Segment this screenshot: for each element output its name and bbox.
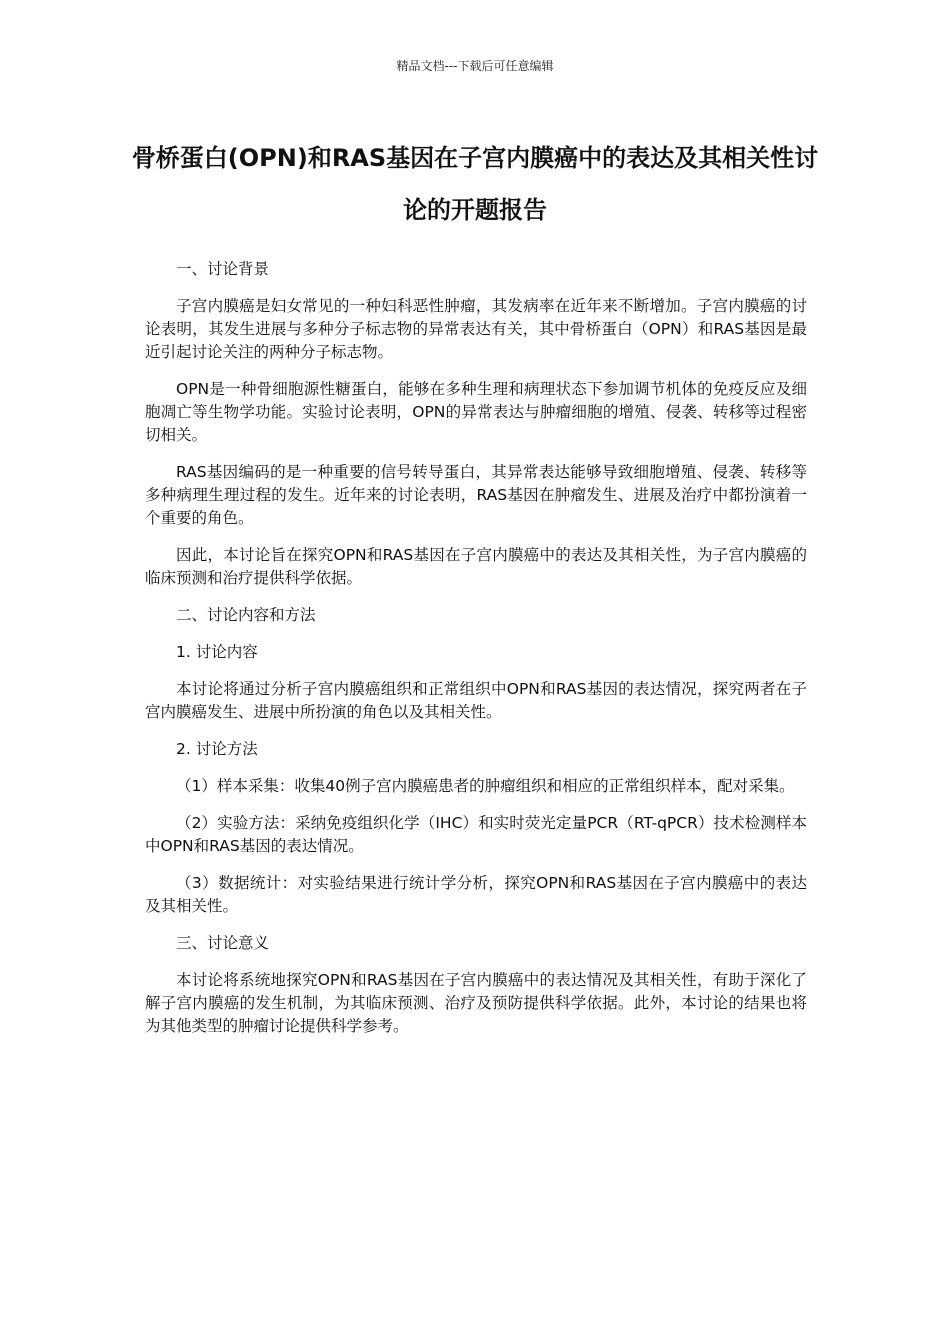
subheading-content: 1. 讨论内容 [176,643,258,661]
document-title: 骨桥蛋白(OPN)和RAS基因在子宫内膜癌中的表达及其相关性讨论的开题报告 [131,144,819,224]
paragraph: 本讨论将系统地探究OPN和RAS基因在子宫内膜癌中的表达情况及其相关性，有助于深化了解子宫内膜癌的发生机制，为其临床预测、治疗及预防提供科学依据。此外，本讨论的结果也将为其他类型的肿瘤讨论提供科学参考。 [145,971,807,1035]
paragraph: 因此，本讨论旨在探究OPN和RAS基因在子宫内膜癌中的表达及其相关性，为子宫内膜癌的临床预测和治疗提供科学依据。 [145,546,807,587]
section-heading-background: 一、讨论背景 [176,260,270,278]
document-body [145,258,807,1052]
section-heading-significance: 三、讨论意义 [176,934,270,952]
paragraph: OPN是一种骨细胞源性糖蛋白，能够在多种生理和病理状态下参加调节机体的免疫反应及细胞凋亡等生物学功能。实验讨论表明，OPN的异常表达与肿瘤细胞的增殖、侵袭、转移等过程密切相关。 [145,380,807,444]
paragraph: （3）数据统计：对实验结果进行统计学分析，探究OPN和RAS基因在子宫内膜癌中的表达及其相关性。 [145,874,807,915]
paragraph: RAS基因编码的是一种重要的信号转导蛋白，其异常表达能够导致细胞增殖、侵袭、转移等多种病理生理过程的发生。近年来的讨论表明，RAS基因在肿瘤发生、进展及治疗中都扮演着一个重要的角色。 [145,463,807,527]
section-heading-content-methods: 二、讨论内容和方法 [176,606,316,624]
page-header: 精品文档---下载后可任意编辑 [396,59,554,73]
paragraph: （2）实验方法：采纳免疫组织化学（IHC）和实时荧光定量PCR（RT-qPCR）技术检测样本中OPN和RAS基因的表达情况。 [145,814,807,855]
subheading-methods: 2. 讨论方法 [176,740,258,758]
paragraph: （1）样本采集：收集40例子宫内膜癌患者的肿瘤组织和相应的正常组织样本，配对采集。 [176,777,795,795]
paragraph: 子宫内膜癌是妇女常见的一种妇科恶性肿瘤，其发病率在近年来不断增加。子宫内膜癌的讨论表明，其发生进展与多种分子标志物的异常表达有关，其中骨桥蛋白（OPN）和RAS基因是最近引起讨论关注的两种分子标志物。 [145,297,807,361]
paragraph: 本讨论将通过分析子宫内膜癌组织和正常组织中OPN和RAS基因的表达情况，探究两者在子宫内膜癌发生、进展中所扮演的角色以及其相关性。 [145,680,807,721]
